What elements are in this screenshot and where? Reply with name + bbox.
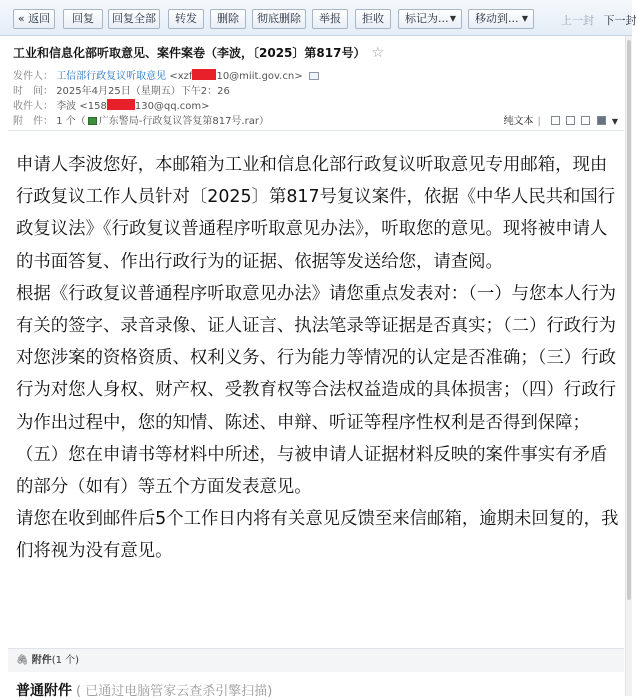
- sender-address-end: 10@miit.gov.cn>: [216, 71, 303, 82]
- header-divider: [8, 130, 624, 131]
- recipient-name[interactable]: 李波: [56, 101, 77, 112]
- sender-row: [13, 67, 319, 82]
- to-label: 收件人：: [13, 101, 53, 112]
- redaction-block: [107, 99, 135, 110]
- copy-icon[interactable]: [566, 116, 575, 125]
- reply-button[interactable]: 回复: [63, 9, 103, 29]
- from-label: 发件人：: [13, 71, 53, 82]
- recipient-row: [13, 97, 210, 112]
- normal-attachments-label: 普通附件: [16, 683, 72, 699]
- separator: |: [537, 116, 541, 127]
- attachment-row: [13, 112, 269, 127]
- reject-button[interactable]: 拒收: [355, 9, 391, 29]
- time-row: [13, 82, 230, 97]
- mail-navigation: [561, 12, 637, 28]
- vertical-scrollbar[interactable]: [625, 36, 632, 696]
- contact-card-icon[interactable]: [309, 72, 319, 80]
- sent-time: 2025年4月25日（星期五）下午2：26: [56, 86, 230, 97]
- view-tools: [504, 112, 618, 127]
- mark-as-dropdown[interactable]: [398, 9, 462, 29]
- move-to-label: 移动到...: [475, 12, 519, 25]
- virus-scan-note: ( 已通过电脑管家云查杀引擎扫描): [76, 684, 273, 699]
- sender-name[interactable]: 工信部行政复议听取意见: [56, 71, 167, 82]
- time-label: 时 间：: [13, 86, 53, 97]
- mail-body: [16, 149, 620, 568]
- save-icon[interactable]: [581, 116, 590, 125]
- attachments-title: 附件: [31, 655, 52, 666]
- mail-toolbar: [0, 0, 637, 36]
- reply-all-button[interactable]: 回复全部: [108, 9, 160, 29]
- scrollbar-thumb[interactable]: [627, 40, 631, 600]
- attachment-label: 附 件：: [13, 116, 53, 127]
- next-mail-link[interactable]: 下一封: [603, 14, 637, 27]
- attachment-count: 1 个（: [56, 116, 86, 127]
- new-window-icon[interactable]: [551, 116, 560, 125]
- chevron-down-icon: ▼: [449, 14, 456, 23]
- move-to-dropdown[interactable]: [468, 9, 534, 29]
- mail-subject: [13, 44, 384, 61]
- attachments-header: [8, 648, 624, 672]
- paperclip-icon: 🖇: [16, 655, 29, 666]
- archive-icon: [88, 117, 97, 125]
- back-button[interactable]: « 返回: [13, 9, 55, 29]
- redaction-block: [192, 69, 216, 80]
- recipient-address-start: <158: [79, 101, 107, 112]
- body-paragraph: 根据《行政复议普通程序听取意见办法》请您重点发表对：（一）与您本人行为有关的签字、录音录像、证人证言、执法笔录等证据是否真实；（二）行政行为对您涉案的资格资质、权利义务、行为能力等情况的认定是否准确；（三）行政行为对您人身权、财产权、受教育权等合法权益造成的具体损害；（四）行政行为作出过程中，您的知情、陈述、申辩、听证等程序性权利是否得到保障；（五）您在申请书等材料中所述，与被申请人证据材料反映的案件事实有矛盾的部分（如有）等五个方面发表意见。: [16, 283, 616, 498]
- subject-text: 工业和信息化部听取意见、案件案卷（李波，〔2025〕第817号）: [13, 46, 366, 60]
- forward-button[interactable]: 转发: [168, 9, 204, 29]
- body-paragraph: 申请人李波您好，本邮箱为工业和信息化部行政复议听取意见专用邮箱，现由行政复议工作人员针对〔2025〕第817号复议案件，依据《中华人民共和国行政复议法》《行政复议普通程序听取意见办法》，听取您的意见。现将被申请人的书面答复、作出行政行为的证据、依据等发送给您，请查阅。: [16, 155, 616, 272]
- delete-button[interactable]: 删除: [210, 9, 246, 29]
- body-paragraph: 请您在收到邮件后5个工作日内将有关意见反馈至来信邮箱，逾期未回复的，我们将视为没有意见。: [16, 509, 619, 562]
- star-icon[interactable]: ☆: [371, 45, 385, 61]
- prev-mail-link[interactable]: 上一封: [561, 14, 594, 27]
- print-icon[interactable]: [597, 116, 606, 125]
- chevron-down-icon: ▼: [521, 14, 528, 23]
- attachments-count: (1 个): [51, 655, 80, 666]
- report-button[interactable]: 举报: [312, 9, 348, 29]
- attachment-filename[interactable]: 广东警局-行政复议答复第817号.rar）: [98, 116, 269, 127]
- mark-as-label: 标记为...: [405, 12, 449, 25]
- recipient-address-end: 130@qq.com>: [134, 101, 210, 112]
- normal-attachments: [16, 680, 272, 700]
- delete-forever-button[interactable]: 彻底删除: [252, 9, 306, 29]
- chevron-down-icon[interactable]: ▼: [611, 117, 618, 126]
- plain-text-link[interactable]: 纯文本: [503, 116, 534, 127]
- sender-address-start: <xzf: [169, 71, 193, 82]
